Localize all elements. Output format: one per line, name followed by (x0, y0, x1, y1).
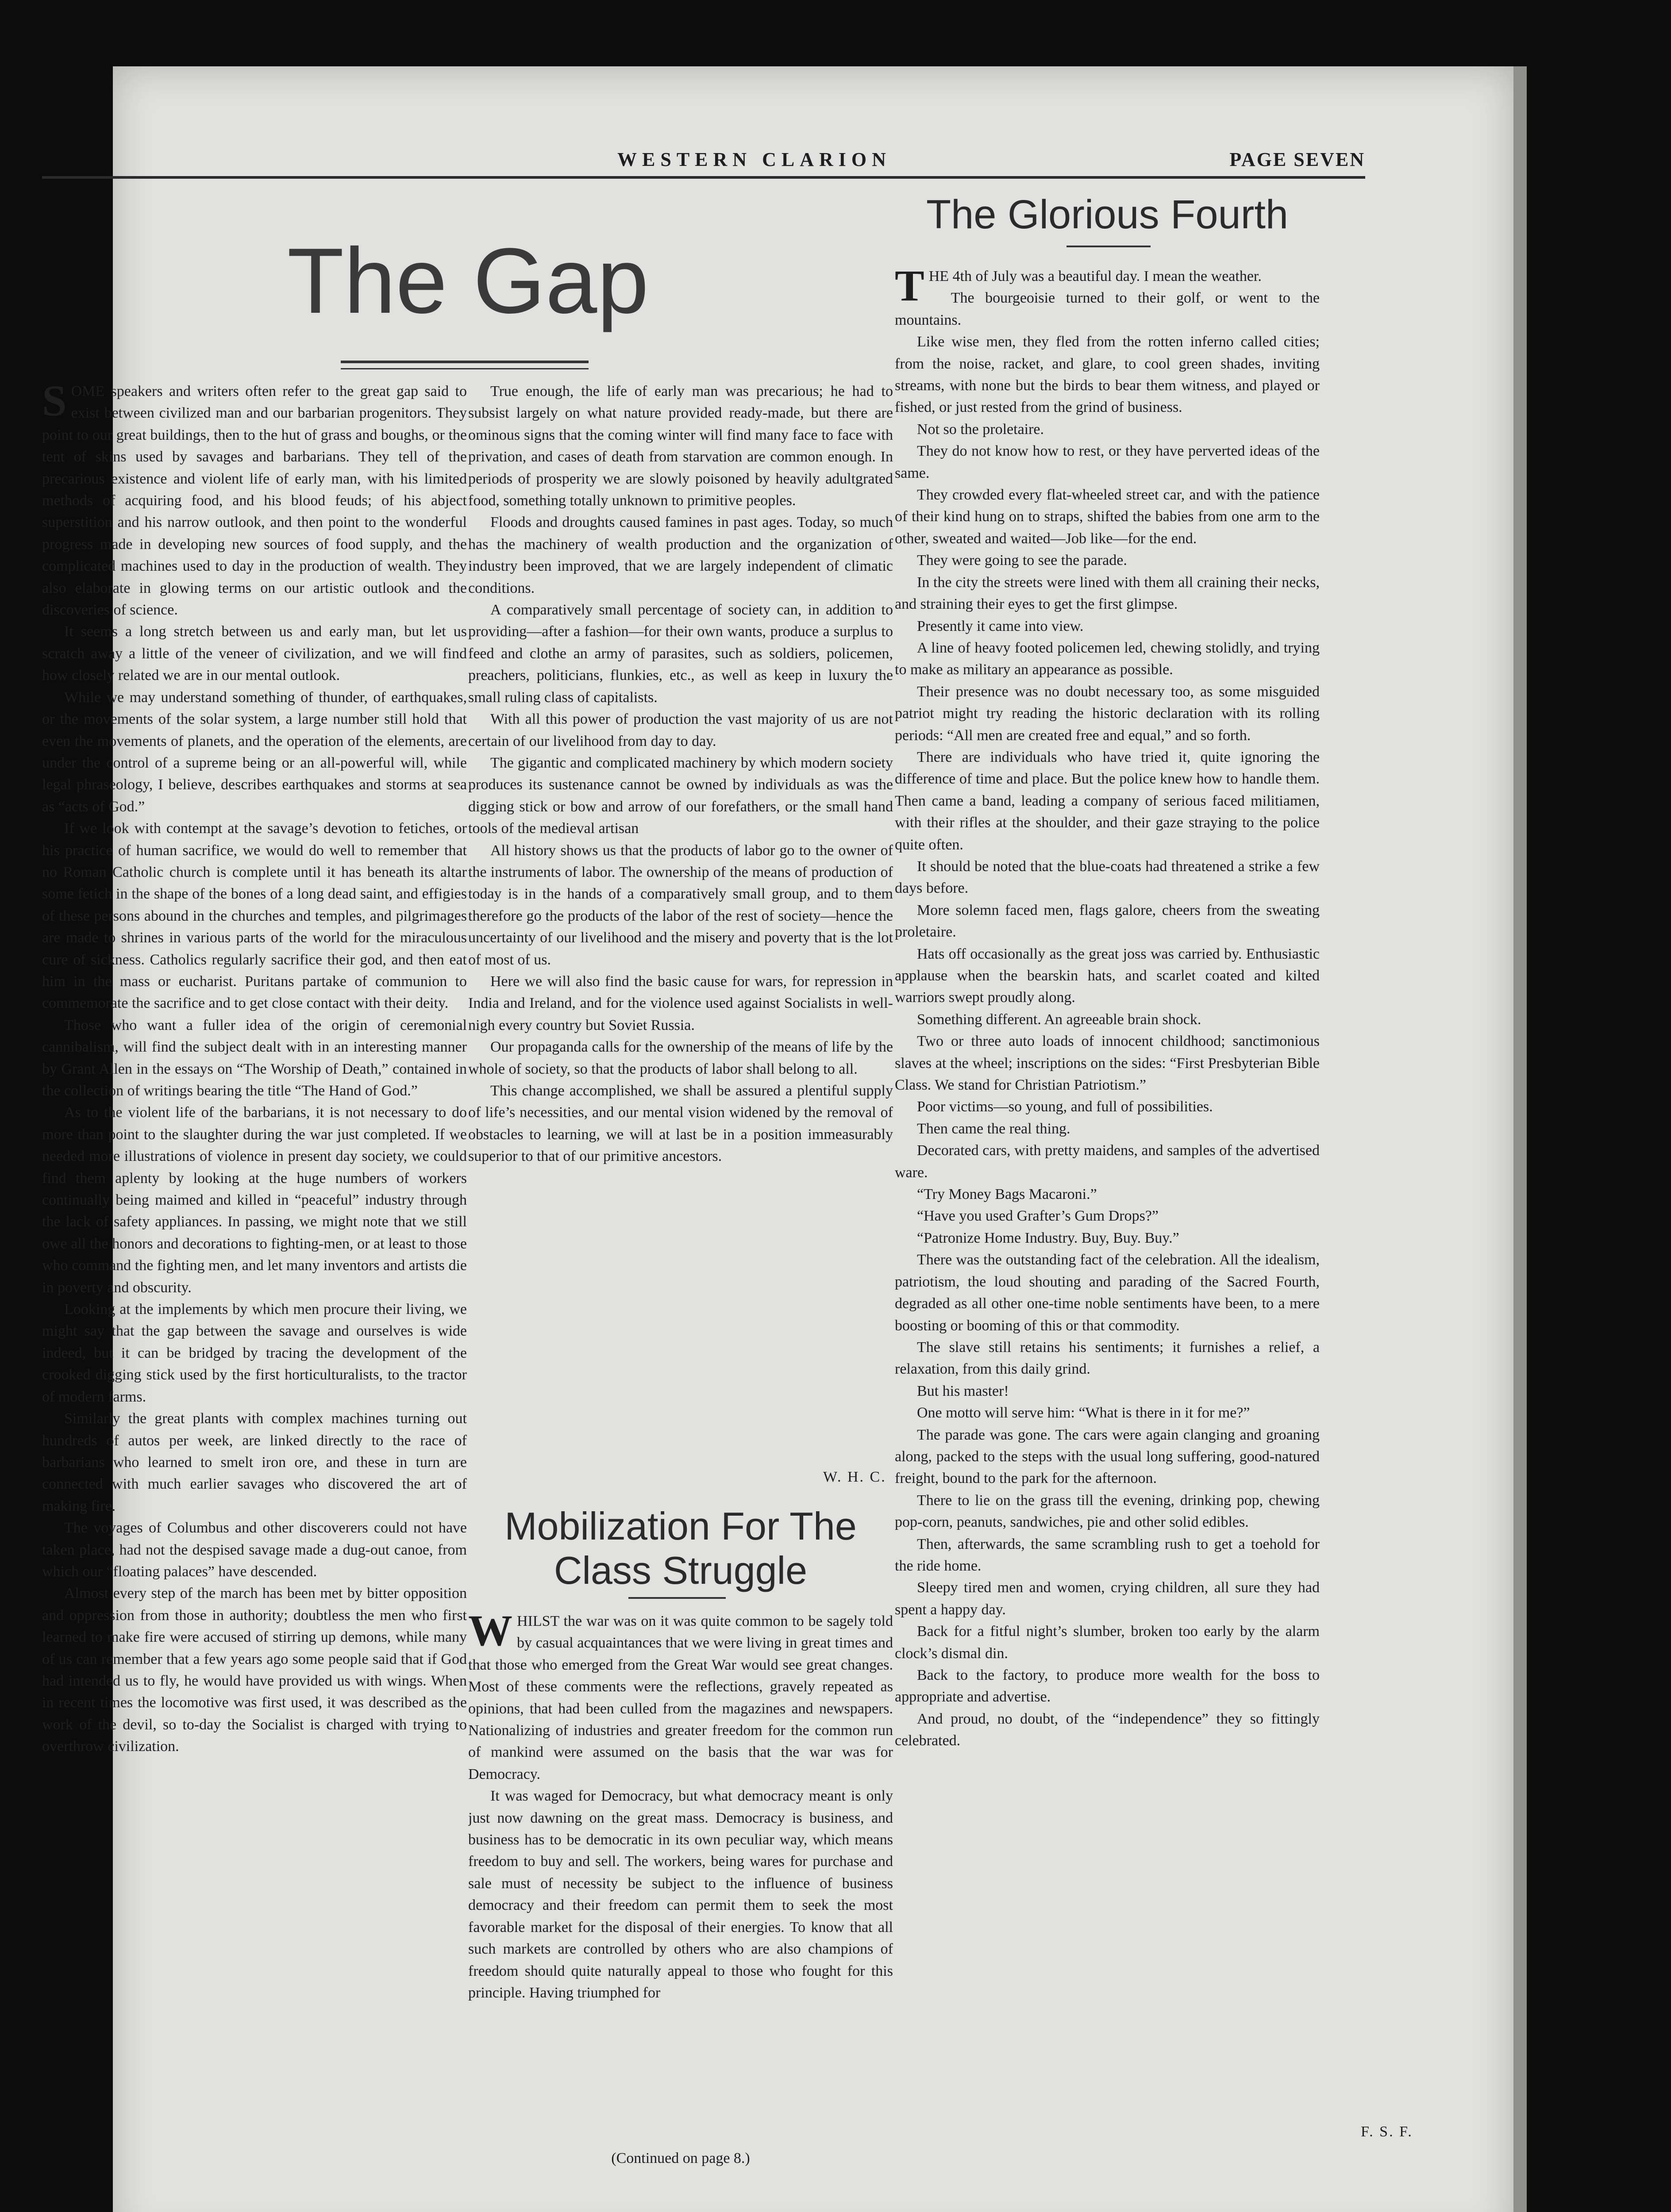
paragraph: This change accomplished, we shall be assured a plentiful supply of life’s necessities, and our mental vision widened by the removal of obstacles to learning, we will at last be in a position immeasurably superior to that of our primitive ancestors. (468, 1083, 893, 1165)
continued-note: (Continued on page 8.) (611, 2150, 750, 2166)
paragraph: While we may understand something of thunder, of earthquakes, or the movements of the solar system, a large number still hold that even the movements of planets, and the operation of the elements, are under the control of a supreme being or an all-powerful will, while legal phraseology, I believe, describes earthquakes and storms at sea as “acts of God.” (42, 689, 467, 815)
paragraph: The bourgeoisie turned to their golf, or went to the mountains. (895, 290, 1320, 328)
paragraph-text: HILST the war was on it was quite common to be sagely told by casual acquaintances that we were living in great times and that those who emerged from the Great War would see great changes. Most of these comments were the reflections, gravely repeated as opinions, that had been culled from the magazines and newspapers. Nationalizing of industries and greater freedom for the common run of mankind were assumed on the basis that the war was for Democracy. (468, 1613, 893, 1782)
paragraph: There was the outstanding fact of the celebration. All the idealism, patriotism, the loud shouting and parading of the Sacred Fourth, degraded as all other one-time noble sentiments have been, to a mere boosting or booming of this or that commodity. (895, 1252, 1320, 1334)
paragraph: Those who want a fuller idea of the origin of ceremonial cannibalism, will find the subject dealt with in an interesting manner by Grant Allen in the essays on “The Worship of Death,” contained in the collection of writings bearing the title “The Hand of God.” (42, 1017, 467, 1099)
header-rule (42, 176, 1365, 179)
paragraph: Like wise men, they fled from the rotten inferno called cities; from the noise, racket, and glare, to cool green shades, inviting streams, with none but the birds to bear them witness, and played or fished, or just rested from the grind of business. (895, 334, 1320, 416)
paragraph: Then came the real thing. (917, 1120, 1070, 1137)
paragraph: With all this power of production the vast majority of us are not certain of our livelihood from day to day. (468, 711, 893, 749)
title-rule (341, 361, 589, 363)
paragraph: Sleepy tired men and women, crying children, all sure they had spent a happy day. (895, 1579, 1320, 1618)
drop-cap: S (42, 380, 67, 425)
gap-column-1 (42, 380, 467, 2132)
paragraph: Not so the proletaire. (917, 421, 1044, 438)
paragraph: A line of heavy footed policemen led, chewing stolidly, and trying to make as military an appearance as possible. (895, 639, 1320, 678)
paragraph: Presently it came into view. (917, 618, 1084, 634)
running-header (42, 148, 1365, 175)
paragraph: Poor victims—so young, and full of possibilities. (917, 1098, 1213, 1115)
paragraph: And proud, no doubt, of the “independence” they so fittingly celebrated. (895, 1710, 1320, 1749)
paragraph: The voyages of Columbus and other discoverers could not have taken place, had not the despised savage made a dug-out canoe, from which our “floating palaces” have descended. (42, 1520, 467, 1580)
paragraph: All history shows us that the products of labor go to the owner of the instruments of labor. The ownership of the means of production of today is in the hands of a comparatively small group, and to them therefore go the products of the labor of the rest of society—hence the uncertainty of our livelihood and the misery and poverty that is the lot of most of us. (468, 842, 893, 968)
paragraph: True enough, the life of early man was precarious; he had to subsist largely on what nature provided ready-made, but there are ominous signs that the coming winter will find many face to face with privation, and cases of death from starvation are common enough. In periods of prosperity we are slowly poisoned by heavily adultgrated food, something totally unknown to primitive peoples. (468, 383, 893, 509)
title-rule (1067, 246, 1151, 247)
paragraph: One motto will serve him: “What is there in it for me?” (917, 1405, 1250, 1421)
running-title: WESTERN CLARION (617, 149, 891, 170)
paragraph: Their presence was no doubt necessary too, as some misguided patriot might try reading the historic declaration with its rolling periods: “All men are created free and equal,” and so forth. (895, 683, 1320, 744)
mobilization-column (468, 1610, 893, 2148)
paragraph (468, 1610, 893, 1785)
paragraph: “Patronize Home Industry. Buy, Buy. Buy.” (917, 1229, 1179, 1246)
gap-column-2 (468, 380, 893, 1460)
paragraph: Decorated cars, with pretty maidens, and samples of the advertised ware. (895, 1142, 1320, 1181)
paragraph: The gigantic and complicated machinery by which modern society produces its sustenance cannot be owned by individuals as was the digging stick or bow and arrow of our forefathers, or the small hand tools of the medieval artisan (468, 754, 893, 837)
paragraph: But his master! (917, 1382, 1009, 1399)
paragraph: Similarly the great plants with complex machines turning out hundreds of autos per week, are linked directly to the race of barbarians who learned to smelt iron ore, and these in turn are connected with much earlier savages who discovered the art of making fire. (42, 1410, 467, 1514)
paragraph: If we look with contempt at the savage’s devotion to fetiches, or his practice of human sacrifice, we would do well to remember that no Roman Catholic church is complete until it has beneath its altar some fetich in the shape of the bones of a long dead saint, and effigies of these persons abound in the churches and temples, and pilgrimages are made to shrines in various parts of the world for the miraculous cure of sickness. Catholics regularly sacrifice their god, and then eat him in the mass or eucharist. Puritans partake of communion to commemorate the sacrifice and to get close contact with their deity. (42, 820, 467, 1012)
paragraph: As to the violent life of the barbarians, it is not necessary to do more than point to the slaughter during the war just completed. If we needed more illustrations of violence in present day society, we could find them aplenty by looking at the huge numbers of workers continually being maimed and killed in “peaceful” industry through the lack of safety appliances. In passing, we might note that we still owe all the honors and decorations to fighting-men, or at least to those who command the fighting men, and let many inventors and artists die in poverty and obscurity. (42, 1104, 467, 1296)
paragraph: The slave still retains his sentiments; it furnishes a relief, a relaxation, from this daily grind. (895, 1339, 1320, 1378)
signature: F. S. F. (1361, 2124, 1413, 2140)
drop-cap: W (468, 1610, 512, 1655)
title-rule (628, 1597, 726, 1599)
article-title-fourth: The Glorious Fourth (926, 192, 1289, 237)
paragraph: A comparatively small percentage of society can, in addition to providing—after a fashion—for their own wants, produce a surplus to feed and clothe an army of parasites, such as soldiers, policemen, preachers, politicians, flunkies, etc., as well as keep in luxury the small ruling class of capitalists. (468, 602, 893, 706)
paragraph: It seems a long stretch between us and early man, but let us scratch away a little of the veneer of civilization, and we will find how closely related we are in our mental outlook. (42, 623, 467, 684)
title-rule (341, 368, 589, 369)
drop-cap: T (895, 265, 924, 310)
paragraph: The parade was gone. The cars were again clanging and groaning along, packed to the steps with the usual long suffering, good-natured freight, bound to the park for the afternoon. (895, 1426, 1320, 1487)
paragraph: Back to the factory, to produce more wealth for the boss to appropriate and advertise. (895, 1667, 1320, 1705)
paragraph: Something different. An agreeable brain shock. (917, 1011, 1201, 1028)
fourth-column (895, 265, 1320, 2119)
paragraph: Looking at the implements by which men procure their living, we might say that the gap between the savage and ourselves is wide indeed, but it can be bridged by tracing the development of the crooked digging stick used by the first horticulturalists, to the tractor of modern farms. (42, 1301, 467, 1405)
paragraph: “Try Money Bags Macaroni.” (917, 1186, 1097, 1203)
signature: W. H. C. (823, 1469, 886, 1485)
paragraph (42, 380, 467, 621)
paragraph: More solemn faced men, flags galore, cheers from the sweating proletaire. (895, 902, 1320, 941)
paragraph: Our propaganda calls for the ownership of the means of life by the whole of society, so that the products of labor shall belong to all. (468, 1039, 893, 1077)
paragraph: “Have you used Grafter’s Gum Drops?” (917, 1208, 1159, 1225)
paragraph: There are individuals who have tried it, quite ignoring the difference of time and place. But the police knew how to handle them. Then came a band, leading a company of serious faced militiamen, with their rifles at the shoulder, and their gaze straying to the police quite often. (895, 749, 1320, 853)
article-title-mobilization: Mobilization For The Class Struggle (504, 1504, 857, 1592)
paragraph: They do not know how to rest, or they have perverted ideas of the same. (895, 443, 1320, 481)
paragraph: It was waged for Democracy, but what democracy meant is only just now dawning on the great mass. Democracy is business, and business has to be democratic in its own peculiar way, which means freedom to buy and sell. The workers, being wares for purchase and sale must of necessity be subject to the influence of business democracy and their freedom can permit them to seek the most favorable market for the disposal of their energies. To know that all such markets are controlled by others who are also champions of freedom should quite naturally appeal to those who fought for this principle. Having triumphed for (468, 1788, 893, 2001)
paragraph: They crowded every flat-wheeled street car, and with the patience of their kind hung on to straps, shifted the babies from one arm to the other, sweated and waited—Job like—for the end. (895, 487, 1320, 547)
paragraph: Here we will also find the basic cause for wars, for repression in India and Ireland, and for the violence used against Socialists in well-nigh every country but Soviet Russia. (468, 973, 893, 1033)
page-edge (1513, 66, 1527, 2212)
paragraph: It should be noted that the blue-coats had threatened a strike a few days before. (895, 858, 1320, 897)
paragraph: There to lie on the grass till the evening, drinking pop, chewing pop-corn, peanuts, sandwiches, pie and other solid edibles. (895, 1492, 1320, 1531)
article-title-gap: The Gap (287, 229, 649, 333)
paragraph: Floods and droughts caused famines in past ages. Today, so much has the machinery of wealth production and the organization of industry been improved, that we are largely independent of climatic conditions. (468, 514, 893, 596)
paragraph: They were going to see the parade. (917, 552, 1127, 569)
paragraph: Hats off occasionally as the great joss was carried by. Enthusiastic applause when the bearskin hats, and scarlet coated and kilted warriors swept proudly along. (895, 945, 1320, 1006)
paragraph-text: OME speakers and writers often refer to the great gap said to exist between civilized man and our barbarian progenitors. They point to our great buildings, then to the hut of grass and boughs, or the tent of skins used by savages and barbarians. They tell of the precarious existence and violent life of early man, with his limited methods of acquiring food, and his blood feuds; of his abject superstition and his narrow outlook, and then point to the wonderful progress made in developing new sources of food supply, and the complicated machines used to day in the production of wealth. They also elaborate in glowing terms on our artistic outlook and the discoveries of science. (42, 383, 467, 618)
paragraph-text: HE 4th of July was a beautiful day. I mean the weather. (928, 268, 1262, 284)
paragraph: Two or three auto loads of innocent childhood; sanctimonious slaves at the wheel; inscriptions on the sides: “First Presbyterian Bible Class. We stand for Christian Patriotism.” (895, 1033, 1320, 1094)
page-label: PAGE SEVEN (1229, 149, 1365, 170)
paragraph: In the city the streets were lined with them all craining their necks, and straining their eyes to get the first glimpse. (895, 574, 1320, 613)
paragraph: Back for a fitful night’s slumber, broken too early by the alarm clock’s dismal din. (895, 1623, 1320, 1662)
paragraph: Then, afterwards, the same scrambling rush to get a toehold for the ride home. (895, 1536, 1320, 1574)
paragraph: Almost every step of the march has been met by bitter opposition and oppression from those in authority; doubtless the men who first learned to make fire were accused of stirring up demons, while many of us can remember that a few years ago some people said that if God had intended us to fly, he would have provided us with wings. When in recent times the locomotive was first used, it was described as the work of the devil, so to-day the Socialist is charged with trying to overthrow civilization. (42, 1585, 467, 1755)
